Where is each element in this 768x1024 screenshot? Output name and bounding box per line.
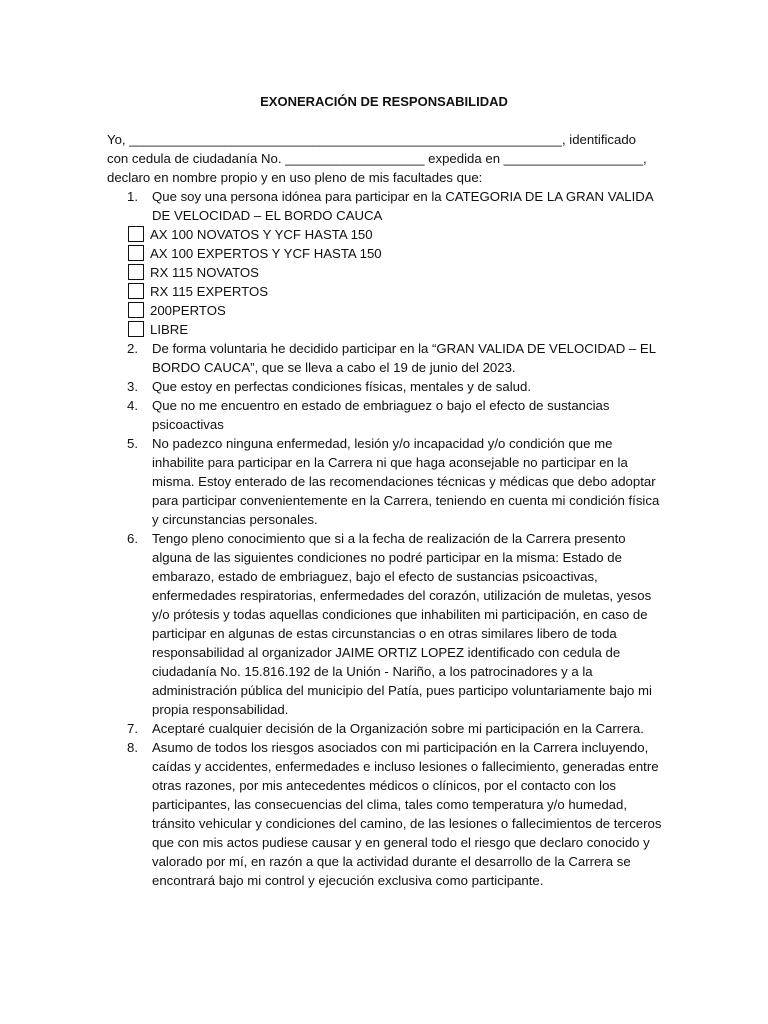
intro-line: declaro en nombre propio y en uso pleno de mis facultades que: [107, 170, 483, 185]
checkbox-icon[interactable] [128, 264, 144, 280]
category-label: RX 115 NOVATOS [150, 265, 259, 280]
item-number: 3. [127, 379, 138, 394]
category-label: AX 100 NOVATOS Y YCF HASTA 150 [150, 227, 373, 242]
item-number: 2. [127, 341, 138, 356]
list-item-5 [107, 434, 667, 529]
list-item-4 [107, 396, 667, 434]
document-title: EXONERACIÓN DE RESPONSABILIDAD [260, 94, 508, 109]
list-item-3 [107, 377, 667, 396]
category-option[interactable] [107, 263, 667, 282]
item-number: 5. [127, 436, 138, 451]
checkbox-icon[interactable] [128, 226, 144, 242]
item-number: 8. [127, 740, 138, 755]
list-item-8 [107, 738, 667, 890]
list-item-7 [107, 719, 667, 738]
checkbox-icon[interactable] [128, 302, 144, 318]
item-text: Tengo pleno conocimiento que si a la fecha de realización de la Carrera presento alguna de las siguientes condiciones no podré participar en la misma: Estado de embarazo, estado de embriaguez, bajo el efecto de sustancias psicoactivas, enfermedades respiratorias, enfermedades del corazón, utilización de muletas, yesos y/o prótesis y todas aquellas condiciones que inhabiliten mi participación, en caso de participar en algunas de estas circunstancias o en otras similares libero de toda responsabilidad al organizador JAIME ORTIZ LOPEZ identificado con cedula de ciudadanía No. 15.816.192 de la Unión - Nariño, a los patrocinadores y a la administración pública del municipio del Patía, pues participo voluntariamente bajo mi propia responsabilidad. [152, 531, 652, 717]
category-options [152, 225, 667, 339]
list-item-1 [107, 187, 667, 339]
category-option[interactable] [107, 244, 667, 263]
item-text: Aceptaré cualquier decisión de la Organización sobre mi participación en la Carrera. [152, 721, 644, 736]
category-label: 200PERTOS [150, 303, 226, 318]
checkbox-icon[interactable] [128, 321, 144, 337]
item-number: 6. [127, 531, 138, 546]
list-item-6 [107, 529, 667, 719]
intro-line: con cedula de ciudadanía No. ___________________ expedida en ___________________, [107, 151, 647, 166]
category-option[interactable] [107, 282, 667, 301]
item-text: Que soy una persona idónea para participar en la CATEGORIA DE LA GRAN VALIDA DE VELOCIDAD – EL BORDO CAUCA [152, 189, 653, 223]
item-number: 1. [127, 189, 138, 204]
category-option[interactable] [107, 301, 667, 320]
checkbox-icon[interactable] [128, 283, 144, 299]
item-number: 4. [127, 398, 138, 413]
item-text: No padezco ninguna enfermedad, lesión y/o incapacidad y/o condición que me inhabilite para participar en la Carrera ni que haga aconsejable no participar en la misma. Estoy enterado de las recomendaciones técnicas y médicas que debo adoptar para participar convenientemente en la Carrera, teniendo en cuenta mi condición física y circunstancias personales. [152, 436, 660, 527]
declaration-list [107, 187, 667, 890]
list-item-2 [107, 339, 667, 377]
item-number: 7. [127, 721, 138, 736]
item-text: Asumo de todos los riesgos asociados con mi participación en la Carrera incluyendo, caídas y accidentes, enfermedades e incluso lesiones o fallecimiento, generadas entre otras razones, por mis antecedentes médicos o clínicos, por el contacto con los participantes, las consecuencias del clima, tales como temperatura y/o humedad, tránsito vehicular y condiciones del camino, de las lesiones o fallecimientos de terceros que con mis actos pudiese causar y en general todo el riesgo que declaro conocido y valorado por mí, en razón a que la actividad durante el desarrollo de la Carrera se encontrará bajo mi control y ejecución exclusiva como participante. [152, 740, 662, 888]
item-text: Que no me encuentro en estado de embriaguez o bajo el efecto de sustancias psicoactivas [152, 398, 610, 432]
item-text: Que estoy en perfectas condiciones físicas, mentales y de salud. [152, 379, 531, 394]
category-option[interactable] [107, 225, 667, 244]
item-text: De forma voluntaria he decidido participar en la “GRAN VALIDA DE VELOCIDAD – EL BORDO CAUCA”, que se lleva a cabo el 19 de junio del 2023. [152, 341, 656, 375]
checkbox-icon[interactable] [128, 245, 144, 261]
category-label: RX 115 EXPERTOS [150, 284, 269, 299]
intro-paragraph [107, 130, 667, 187]
intro-line: Yo, ___________________________________________________________, identificado [107, 132, 637, 147]
category-option[interactable] [107, 320, 667, 339]
category-label: LIBRE [150, 322, 189, 337]
category-label: AX 100 EXPERTOS Y YCF HASTA 150 [150, 246, 382, 261]
